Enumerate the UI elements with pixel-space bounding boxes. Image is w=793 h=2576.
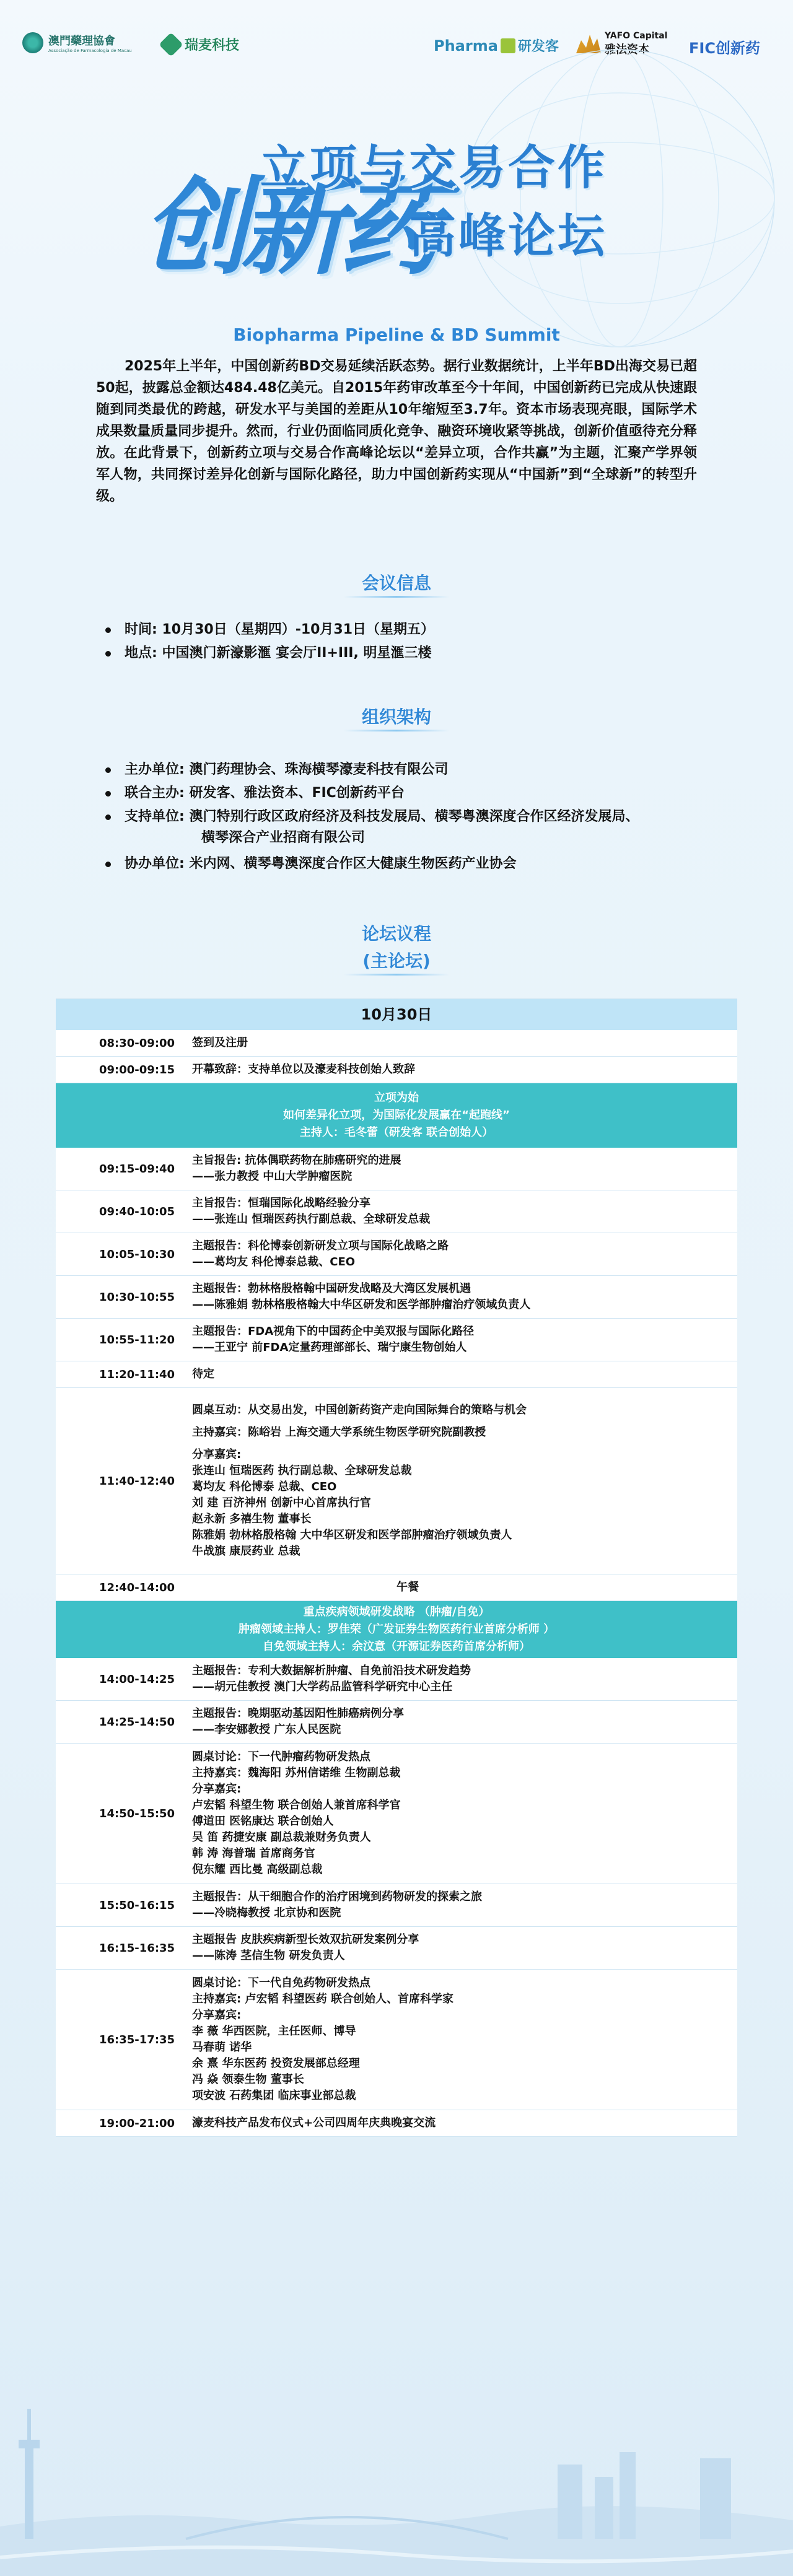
session-band-line: 自免领域主持人：余汶意（开源证券医药首席分析师） bbox=[263, 1640, 530, 1653]
meeting-place-text: 地点: 中国澳门新濠影滙 宴会厅II+III, 明星滙三楼 bbox=[125, 645, 432, 661]
agenda-item-line: 冯 焱 领泰生物 董事长 bbox=[192, 2073, 304, 2086]
agenda-row bbox=[56, 1701, 737, 1744]
agenda-item-line: 主题报告：专利大数据解析肿瘤、自免前沿技术研发趋势 bbox=[192, 1664, 471, 1677]
session-band-line: 如何差异化立项，为国际化发展赢在“起跑线” bbox=[283, 1109, 510, 1122]
agenda-time: 16:35-17:35 bbox=[99, 2033, 175, 2046]
agenda-item-line: ——张力教授 中山大学肿瘤医院 bbox=[192, 1170, 353, 1183]
agenda-table bbox=[56, 998, 737, 2137]
logo2-text: 瑞麦科技 bbox=[185, 38, 240, 53]
agenda-item-line: 主旨报告：恒瑞国际化战略经验分享 bbox=[192, 1197, 370, 1210]
agenda-item-line: 主题报告：FDA视角下的中国药企中美双报与国际化路径 bbox=[192, 1325, 475, 1338]
agenda-item-line: 刘 建 百济神州 创新中心首席执行官 bbox=[192, 1496, 371, 1509]
org-assist bbox=[105, 854, 700, 875]
agenda-item-line: 主题报告：勃林格殷格翰中国研发战略及大湾区发展机遇 bbox=[192, 1282, 471, 1295]
logo1-en: Associação de Farmacologia de Macau bbox=[48, 48, 132, 53]
hero-line2: 高峰论坛 bbox=[409, 208, 607, 263]
macau-pharmacology-logo bbox=[22, 32, 132, 53]
section-divider bbox=[344, 596, 449, 598]
agenda-item-line: ——冷晓梅教授 北京协和医院 bbox=[192, 1906, 341, 1919]
agenda-time: 08:30-09:00 bbox=[99, 1036, 175, 1050]
agenda-item-line: ——葛均友 科伦博泰总裁、CEO bbox=[192, 1255, 356, 1268]
logo4-cn: 雅法资本 bbox=[605, 43, 649, 56]
org-support-text-cont: 横琴深合产业招商有限公司 bbox=[201, 830, 366, 845]
hero-title bbox=[0, 105, 793, 310]
session-band-line: 立项为始 bbox=[374, 1091, 419, 1104]
logo1-cn: 澳門藥理協會 bbox=[48, 35, 115, 48]
bullet-icon bbox=[105, 862, 111, 867]
agenda-row bbox=[56, 1190, 737, 1233]
section-divider bbox=[344, 974, 449, 976]
agenda-item-line: 主题报告 皮肤疾病新型长效双抗研发案例分享 bbox=[192, 1933, 419, 1946]
agenda-item-line: 待定 bbox=[192, 1368, 214, 1381]
agenda-item-line: ——王亚宁 前FDA定量药理部部长、瑞宁康生物创始人 bbox=[192, 1341, 467, 1354]
bullet-icon bbox=[105, 791, 111, 797]
agenda-time: 19:00-21:00 bbox=[99, 2116, 175, 2130]
agenda-time: 15:50-16:15 bbox=[99, 1898, 175, 1912]
agenda-time: 11:20-11:40 bbox=[99, 1368, 175, 1381]
meeting-place bbox=[105, 643, 700, 664]
agenda-item-line: 项安波 石药集团 临床事业部总裁 bbox=[192, 2089, 356, 2102]
logo5-text: FIC创新药 bbox=[689, 40, 760, 57]
agenda-time: 09:40-10:05 bbox=[99, 1205, 175, 1218]
agenda-item-line: 分享嘉宾: bbox=[192, 1448, 242, 1461]
agenda-time: 14:25-14:50 bbox=[99, 1715, 175, 1729]
agenda-item-line: ——胡元佳教授 澳门大学药品监管科学研究中心主任 bbox=[192, 1680, 453, 1693]
agenda-row bbox=[56, 1361, 737, 1388]
agenda-lunch-label: 午餐 bbox=[396, 1581, 419, 1594]
meeting-time bbox=[105, 619, 700, 640]
agenda-item-line: ——陈雅娟 勃林格殷格翰大中华区研发和医学部肿瘤治疗领域负责人 bbox=[192, 1298, 531, 1311]
agenda-item-line: 主持嘉宾：陈峪岩 上海交通大学系统生物医学研究院副教授 bbox=[192, 1426, 486, 1439]
agenda-item-line: 牛战旗 康辰药业 总裁 bbox=[192, 1545, 300, 1558]
agenda-row bbox=[56, 1744, 737, 1884]
agenda-item-line: 分享嘉宾: bbox=[192, 2009, 242, 2022]
agenda-row-lunch bbox=[56, 1574, 737, 1601]
agenda-item-line bbox=[192, 1418, 737, 1425]
agenda-time: 10:55-11:20 bbox=[99, 1333, 175, 1347]
bullet-icon bbox=[105, 767, 111, 773]
agenda-time: 09:15-09:40 bbox=[99, 1162, 175, 1176]
org-support bbox=[105, 806, 700, 849]
logo4-en: YAFO Capital bbox=[605, 31, 668, 41]
org-host-text: 主办单位: 澳门药理协会、珠海横琴濠麦科技有限公司 bbox=[125, 762, 449, 777]
agenda-time: 14:50-15:50 bbox=[99, 1807, 175, 1820]
agenda-item-line: 圆桌讨论：下一代自免药物研发热点 bbox=[192, 1976, 370, 1989]
agenda-item-line: 主持嘉宾: 卢宏韬 科望医药 联合创始人、首席科学家 bbox=[192, 1993, 453, 2006]
agenda-row bbox=[56, 1233, 737, 1276]
agenda-time: 10:05-10:30 bbox=[99, 1247, 175, 1261]
agenda-subtitle: (主论坛) bbox=[362, 951, 431, 971]
section-meeting-info: 会议信息 bbox=[361, 573, 431, 593]
agenda-row bbox=[56, 1276, 737, 1319]
agenda-item-line: 开幕致辞：支持单位以及濠麦科技创始人致辞 bbox=[192, 1063, 415, 1076]
agenda-row bbox=[56, 1148, 737, 1190]
agenda-item-line: 余 熹 华东医药 投资发展部总经理 bbox=[192, 2057, 360, 2070]
agenda-date-header: 10月30日 bbox=[56, 999, 737, 1030]
agenda-item-line: 分享嘉宾: bbox=[192, 1783, 242, 1796]
agenda-item-line: 主持嘉宾：魏海阳 苏州信诺维 生物副总裁 bbox=[192, 1766, 401, 1779]
agenda-item-line: 主题报告：从干细胞合作的治疗困境到药物研发的探索之旅 bbox=[192, 1890, 482, 1903]
agenda-item-line: 倪东耀 西比曼 高级副总裁 bbox=[192, 1863, 323, 1876]
logo3-b: 研发客 bbox=[517, 39, 559, 55]
org-co bbox=[105, 783, 700, 804]
section-agenda: 论坛议程 bbox=[361, 923, 431, 944]
org-host bbox=[105, 759, 700, 780]
agenda-item-line: ——张连山 恒瑞医药执行副总裁、全球研发总裁 bbox=[192, 1213, 431, 1226]
agenda-item-line: 吴 笛 药捷安康 副总裁兼财务负责人 bbox=[192, 1831, 371, 1844]
section-organization: 组织架构 bbox=[361, 707, 431, 727]
hero-line1: 立项与交易合作 bbox=[260, 140, 607, 195]
agenda-item-line: 主旨报告: 抗体偶联药物在肺癌研究的进展 bbox=[192, 1154, 401, 1167]
agenda-row bbox=[56, 1057, 737, 1083]
session-band-line: 主持人：毛冬蕾（研发客 联合创始人） bbox=[299, 1126, 494, 1139]
agenda-row bbox=[56, 1030, 737, 1057]
org-assist-text: 协办单位: 米内网、横琴粤澳深度合作区大健康生物医药产业协会 bbox=[125, 856, 517, 871]
agenda-item-line: 张连山 恒瑞医药 执行副总裁、全球研发总裁 bbox=[192, 1464, 412, 1477]
agenda-row bbox=[56, 1970, 737, 2110]
hero-big-text: 创新药 bbox=[142, 165, 437, 289]
bullet-icon bbox=[105, 651, 111, 657]
agenda-time: 14:00-14:25 bbox=[99, 1672, 175, 1686]
session-band-line: 肿瘤领域主持人：罗佳荣（广发证券生物医药行业首席分析师 ） bbox=[238, 1623, 555, 1636]
agenda-item-line: 卢宏韬 科望生物 联合创始人兼首席科学官 bbox=[192, 1799, 401, 1812]
agenda-time: 12:40-14:00 bbox=[99, 1581, 175, 1594]
agenda-session-band bbox=[56, 1083, 737, 1148]
logo3-a: Pharma bbox=[434, 37, 498, 55]
agenda-row bbox=[56, 1927, 737, 1970]
macau-skyline-decoration bbox=[0, 2372, 793, 2576]
bullet-icon bbox=[105, 814, 111, 820]
agenda-item-line: 李 薇 华西医院，主任医师、博导 bbox=[192, 2025, 356, 2038]
agenda-time: 09:00-09:15 bbox=[99, 1063, 175, 1076]
agenda-row bbox=[56, 1388, 737, 1574]
agenda-item-line: 葛均友 科伦博泰 总裁、CEO bbox=[192, 1480, 337, 1493]
agenda-item-line: 主题报告：晚期驱动基因阳性肺癌病例分享 bbox=[192, 1707, 404, 1720]
agenda-time: 10:30-10:55 bbox=[99, 1290, 175, 1304]
agenda-item-line: 圆桌互动：从交易出发，中国创新药资产走向国际舞台的策略与机会 bbox=[192, 1404, 527, 1417]
bullet-icon bbox=[105, 627, 111, 633]
org-co-text: 联合主办: 研发客、雅法资本、FIC创新药平台 bbox=[125, 785, 405, 801]
meeting-time-text: 时间: 10月30日（星期四）-10月31日（星期五） bbox=[125, 622, 435, 637]
agenda-item-line bbox=[192, 1441, 737, 1447]
agenda-item-line: 签到及注册 bbox=[192, 1036, 248, 1049]
agenda-item-line: ——陈涛 茎信生物 研发负责人 bbox=[192, 1949, 345, 1962]
session-band-line: 重点疾病领域研发战略 （肿瘤/自免） bbox=[303, 1605, 490, 1618]
society-emblem-icon bbox=[22, 32, 43, 53]
section-divider bbox=[344, 730, 449, 731]
agenda-item-line: 傅道田 医铭康达 联合创始人 bbox=[192, 1815, 334, 1828]
org-support-text: 支持单位: 澳门特别行政区政府经济及科技发展局、横琴粤澳深度合作区经济发展局、 bbox=[125, 809, 639, 824]
agenda-row bbox=[56, 1658, 737, 1701]
agenda-row bbox=[56, 2110, 737, 2137]
agenda-item-line: 圆桌讨论：下一代肿瘤药物研发热点 bbox=[192, 1750, 370, 1763]
agenda-time: 11:40-12:40 bbox=[99, 1474, 175, 1488]
intro-paragraph: 2025年上半年，中国创新药BD交易延续活跃态势。据行业数据统计，上半年BD出海交易已超50起，披露总金额达484.48亿美元。自2015年药审改革至今十年间，中国创新药已完成从快速跟随到同类最优的跨越，研发水平与美国的差距从10年缩短至3.7年。资本市场表现亮眼，国际学术成果数量质量同步提升。然而，行业仍面临同质化竞争、融资环境收紧等挑战，创新价值亟待充分释放。在此背景下，创新药立项与交易合作高峰论坛以“差异立项，合作共赢”为主题，汇聚产学界领军人物，共同探讨差异化创新与国际化路径，助力中国创新药实现从“中国新”到“全球新”的转型升级。 bbox=[96, 359, 697, 504]
agenda-row bbox=[56, 1319, 737, 1361]
agenda-item-line: 韩 涛 海普瑞 首席商务官 bbox=[192, 1847, 315, 1860]
agenda-item-line: 马春萌 诺华 bbox=[192, 2041, 252, 2054]
agenda-row bbox=[56, 1884, 737, 1927]
agenda-time: 16:15-16:35 bbox=[99, 1941, 175, 1955]
english-subtitle: Biopharma Pipeline & BD Summit bbox=[233, 325, 560, 345]
agenda-item-line: 濠麦科技产品发布仪式+公司四周年庆典晚宴交流 bbox=[192, 2116, 436, 2129]
agenda-item-line: 赵永新 多禧生物 董事长 bbox=[192, 1513, 312, 1526]
agenda-session-band bbox=[56, 1601, 737, 1658]
haomai-leaf-icon bbox=[159, 32, 183, 57]
agenda-item-line: 主题报告：科伦博泰创新研发立项与国际化战略之路 bbox=[192, 1239, 449, 1252]
agenda-item-line: 陈雅娟 勃林格殷格翰 大中华区研发和医学部肿瘤治疗领域负责人 bbox=[192, 1529, 512, 1542]
haomai-logo bbox=[162, 35, 239, 54]
agenda-item-line: ——李安娜教授 广东人民医院 bbox=[192, 1723, 341, 1736]
